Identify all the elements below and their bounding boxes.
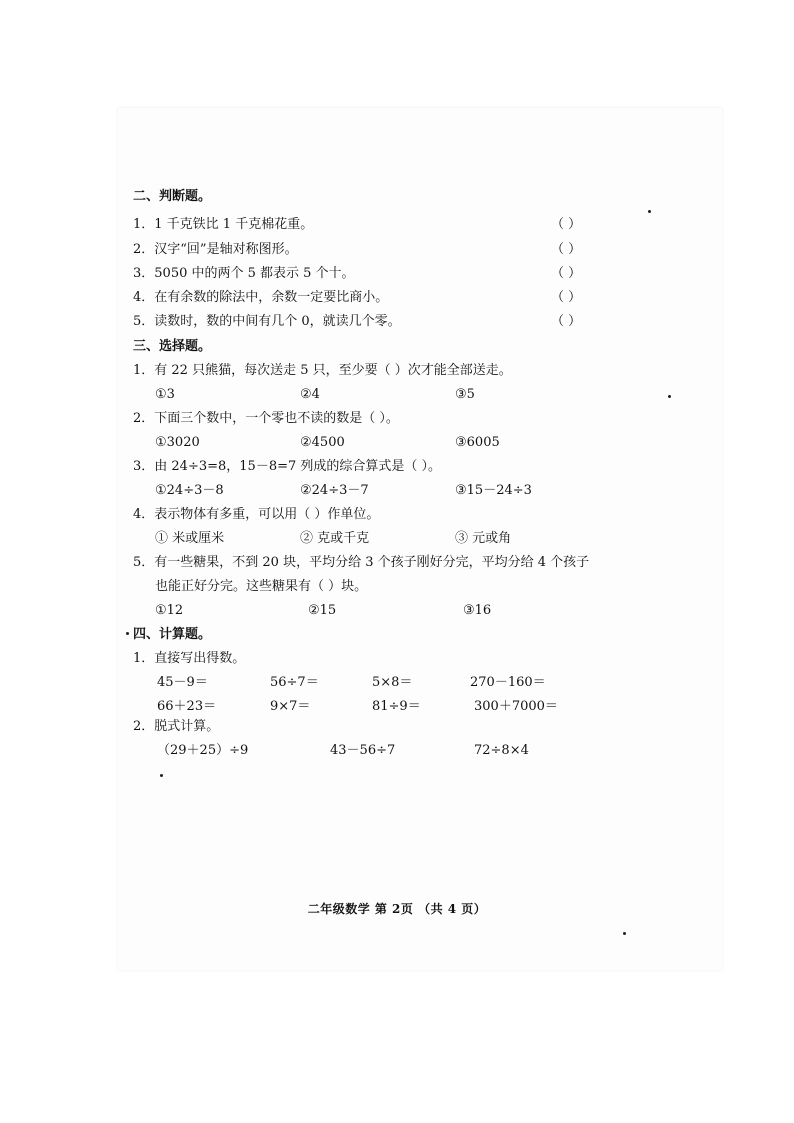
answer-paren-1[interactable]: （ ） (551, 217, 582, 232)
choice-q4-opt-2[interactable]: ② 克或千克 (300, 531, 370, 546)
answer-paren-5[interactable]: （ ） (551, 314, 582, 329)
choice-q3-opt-3[interactable]: ③15－24÷3 (455, 483, 532, 498)
choice-q3-opt-1[interactable]: ①24÷3－8 (155, 483, 224, 498)
choice-q5-opt-2[interactable]: ②15 (308, 603, 337, 618)
calc-r1-c4[interactable]: 270－160＝ (470, 675, 546, 690)
judgement-item-3: 3．5050 中的两个 5 都表示 5 个十。 (133, 266, 355, 281)
choice-q1-opt-2[interactable]: ②4 (300, 387, 320, 402)
judgement-item-1: 1．1 千克铁比 1 千克棉花重。 (133, 217, 314, 232)
section-title-choice: 三、选择题。 (133, 339, 212, 354)
choice-q3-opt-2[interactable]: ②24÷3－7 (300, 483, 369, 498)
answer-paren-4[interactable]: （ ） (551, 290, 582, 305)
choice-q1-opt-1[interactable]: ①3 (155, 387, 175, 402)
calc-r2-c3[interactable]: 81÷9＝ (372, 699, 421, 714)
calc-r3-c2[interactable]: 43－56÷7 (330, 743, 396, 758)
choice-q4-opt-3[interactable]: ③ 元或角 (455, 531, 512, 546)
choice-q2-opt-3[interactable]: ③6005 (455, 435, 500, 450)
calc-r2-c4[interactable]: 300＋7000＝ (474, 699, 558, 714)
calc-r2-c1[interactable]: 66＋23＝ (157, 699, 217, 714)
choice-q5-line2: 也能正好分完。这些糖果有（ ）块。 (155, 579, 368, 594)
section-title-judgement: 二、判断题。 (133, 189, 212, 204)
choice-q1-opt-3[interactable]: ③5 (455, 387, 475, 402)
choice-q2-opt-2[interactable]: ②4500 (300, 435, 345, 450)
calc-sub-1: 1．直接写出得数。 (133, 651, 246, 666)
scan-speck (126, 632, 129, 635)
choice-q5-line1: 5．有一些糖果，不到 20 块，平均分给 3 个孩子刚好分完，平均分给 4 个孩子 (133, 555, 590, 570)
calc-r3-c3[interactable]: 72÷8×4 (474, 743, 529, 758)
page-footer: 二年级数学 第 2页 （共 4 页） (307, 902, 487, 916)
section-title-calculation: 四、计算题。 (133, 627, 212, 642)
scan-speck (160, 774, 163, 777)
choice-q2-opt-1[interactable]: ①3020 (155, 435, 200, 450)
choice-q2: 2．下面三个数中，一个零也不读的数是（ ）。 (133, 411, 399, 426)
scan-speck (623, 932, 626, 935)
scan-speck (648, 210, 651, 213)
choice-q4: 4．表示物体有多重，可以用（ ）作单位。 (133, 507, 380, 522)
judgement-item-4: 4．在有余数的除法中，余数一定要比商小。 (133, 290, 389, 305)
calc-r1-c2[interactable]: 56÷7＝ (270, 675, 319, 690)
choice-q4-opt-1[interactable]: ① 米或厘米 (155, 531, 225, 546)
answer-paren-2[interactable]: （ ） (551, 242, 582, 257)
choice-q5-opt-3[interactable]: ③16 (463, 603, 492, 618)
calc-sub-2: 2．脱式计算。 (133, 719, 220, 734)
scan-speck (668, 395, 671, 398)
calc-r1-c1[interactable]: 45－9＝ (157, 675, 208, 690)
choice-q1: 1．有 22 只熊猫，每次送走 5 只，至少要（ ）次才能全部送走。 (133, 363, 512, 378)
choice-q5-opt-1[interactable]: ①12 (155, 603, 184, 618)
judgement-item-2: 2．汉字“回”是轴对称图形。 (133, 242, 298, 257)
calc-r3-c1[interactable]: （29＋25）÷9 (157, 743, 249, 758)
judgement-item-5: 5．读数时，数的中间有几个 0，就读几个零。 (133, 314, 401, 329)
answer-paren-3[interactable]: （ ） (551, 266, 582, 281)
calc-r1-c3[interactable]: 5×8＝ (372, 675, 413, 690)
calc-r2-c2[interactable]: 9×7＝ (270, 699, 311, 714)
choice-q3: 3．由 24÷3=8，15－8=7 列成的综合算式是（ ）。 (133, 459, 442, 474)
